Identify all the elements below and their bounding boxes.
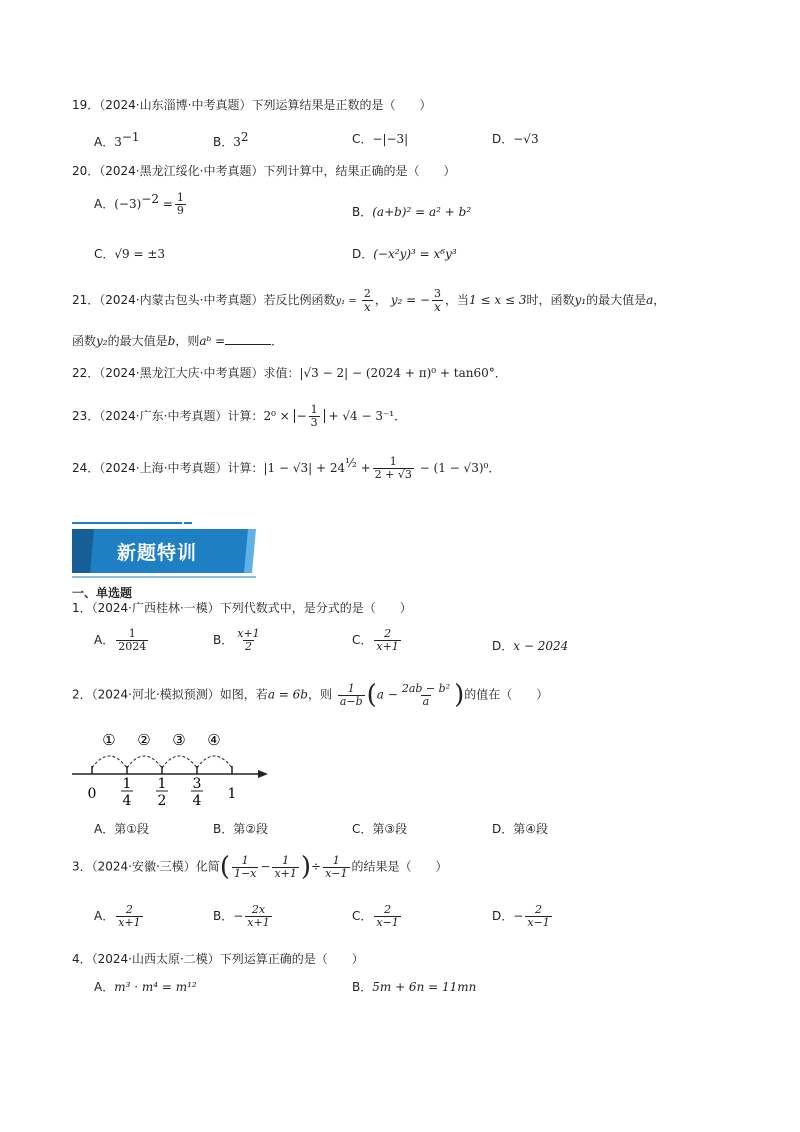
q19-option-b: B．$3^2$ — [213, 130, 249, 149]
question-23: 23．（2024·广东·中考真题）计算：2⁰ × − $\frac{1}{3}$ + √4 − 3⁻¹． — [72, 403, 407, 429]
s4-option-b: B．5m + 6n = 11mn — [352, 980, 477, 994]
s2-option-b: B．第②段 — [213, 822, 268, 836]
s4-stem: 4．（2024·山西太原·二模）下列运算正确的是（ ） — [72, 952, 364, 966]
tick-label: 4 — [122, 793, 132, 808]
s2-option-a: A．第①段 — [94, 822, 149, 836]
s4-option-a: A．m³ · m⁴ = m¹² — [94, 980, 197, 994]
s1-option-c: C． $\frac{2}{x+1}$ — [352, 627, 399, 653]
question-19-stem: 19．（2024·山东淄博·中考真题）下列运算结果是正数的是（ ） — [72, 98, 432, 112]
q20-option-a: A．$(-3)^{-2}$ = $\frac{1}{9}$ — [94, 191, 184, 217]
section-subtitle: 一、单选题 — [72, 586, 133, 600]
question-20-stem: 20．（2024·黑龙江绥化·中考真题）下列计算中，结果正确的是（ ） — [72, 164, 456, 178]
tick-label: 1 — [157, 776, 167, 792]
tick-label: 0 — [87, 786, 97, 802]
s1-option-b: B． $\frac{x+1}{2}$ — [213, 627, 260, 653]
q20-option-d: D．(−x²y)³ = x⁶y³ — [352, 247, 457, 261]
segment-label: ④ — [207, 731, 221, 749]
section-title: 新题特训 — [117, 542, 198, 564]
question-24: 24．（2024·上海·中考真题）计算：$|1 - √3| + 24^{\frac{1}{2}}$ + $\frac{1}{2 + √3}$ − (1 − √3)⁰． — [72, 455, 501, 481]
s2-stem: 2．（2024·河北·模拟预测）如图，若a = 6b，则 $\frac{1}{a-b}$ (a − $\frac{\text{2ab − b²}}{a}$ )的值在（ ） — [72, 680, 549, 710]
segment-label: ② — [137, 731, 151, 749]
s3-option-b: B．− $\frac{2x}{x+1}$ — [213, 903, 270, 929]
s1-option-d: D．x − 2024 — [492, 639, 569, 653]
tick-label: 4 — [192, 793, 202, 808]
q20-option-b: B．(a+b)² = a² + b² — [352, 205, 472, 219]
question-22: 22．（2024·黑龙江大庆·中考真题）求值：|√3 − 2| − (2024 + π)⁰ + tan60°． — [72, 366, 507, 380]
question-21-line-2: 函数y₂的最大值是b，则aᵇ = ． — [72, 334, 284, 348]
s3-option-a: A． $\frac{2}{x+1}$ — [94, 903, 141, 929]
q19-option-d: D．−√3 — [492, 132, 539, 146]
q19-option-c: C．−|−3| — [352, 132, 409, 146]
q19-option-a: A．$3^{-1}$ — [94, 130, 140, 149]
s3-option-d: D．− $\frac{2}{x-1}$ — [492, 903, 550, 929]
segment-label: ③ — [172, 731, 186, 749]
question-21-line-1: 21．（2024·内蒙古包头·中考真题）若反比例函数y₁ = $\frac{2}{x}$ ， y₂ = − $\frac{3}{x}$ ，当1 ≤ x ≤ 3时，函数y₁的最大值是a， — [72, 287, 666, 314]
tick-label: 2 — [157, 793, 167, 808]
s2-option-d: D．第④段 — [492, 822, 548, 836]
tick-label: 3 — [192, 776, 202, 792]
tick-label: 1 — [227, 786, 237, 802]
s2-option-c: C．第③段 — [352, 822, 408, 836]
s1-option-a: A． $\frac{1}{2024}$ — [94, 627, 147, 653]
segment-label: ① — [102, 731, 116, 749]
number-line-figure — [70, 728, 270, 808]
s1-stem: 1．（2024·广西桂林·一模）下列代数式中，是分式的是（ ） — [72, 601, 412, 615]
s3-option-c: C． $\frac{2}{x-1}$ — [352, 903, 399, 929]
answer-blank[interactable] — [225, 334, 271, 345]
q20-option-c: C．√9 = ±3 — [94, 247, 166, 261]
s3-stem: 3．（2024·安徽·三模）化简( $\frac{1}{1-x}$ − $\frac{1}{x+1}$ )÷ $\frac{1}{x-1}$ 的结果是（ ） — [72, 852, 448, 882]
tick-label: 1 — [122, 776, 132, 792]
